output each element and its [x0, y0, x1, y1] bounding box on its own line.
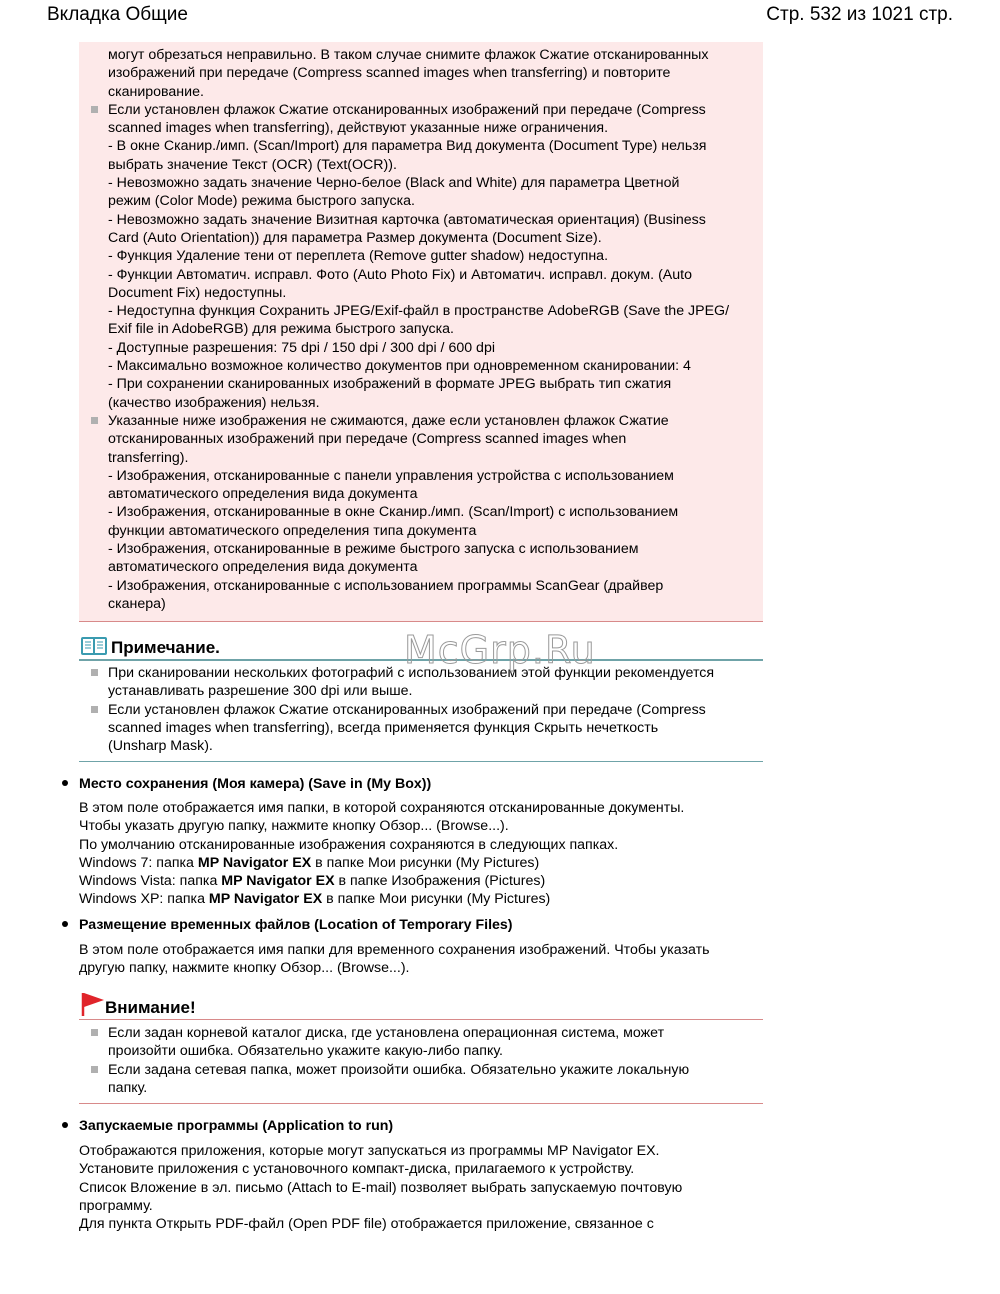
- square-bullet-icon: [91, 1066, 98, 1073]
- warning-divider: [79, 1103, 763, 1104]
- save-in-heading: Место сохранения (Моя камера) (Save in (My Box)): [62, 776, 431, 792]
- open-book-icon: [80, 635, 108, 657]
- list-item: Указанные ниже изображения не сжимаются, даже если установлен флажок Сжатие отсканированных изображений при передаче (Compress scanned images when transferring). - Изображения, отсканированные с панели управления устройства с использованием автоматического определения вида документа - Изображения, отсканированные в окне Сканир./имп. (Scan/Import) с использованием функции автоматического определения типа документа - Изображения, отсканированные в режиме быстрого запуска с использованием автоматического определения вида документа - Изображения, отсканированные с использованием программы ScanGear (драйвер сканера): [87, 412, 755, 613]
- list-item: Если установлен флажок Сжатие отсканированных изображений при передаче (Compress scanned images when transferring), всегда применяется функция Скрыть нечеткость (Unsharp Mask).: [87, 701, 763, 756]
- os-line: Windows Vista: папка MP Navigator EX в папке Изображения (Pictures): [79, 873, 546, 890]
- warning-header: [79, 991, 763, 1020]
- restrictions-box: [79, 42, 763, 622]
- app-to-run-description: Отображаются приложения, которые могут запускаться из программы MP Navigator EX. Установите приложения с установочного компакт-диска, прилагаемого к устройству. Список Вложение в эл. письмо (Attach to E-mail) позволяет выбрать запускаемую почтовую программу. Для пункта Открыть PDF-файл (Open PDF file) отображается приложение, связанное с: [79, 1143, 683, 1233]
- square-bullet-icon: [91, 1029, 98, 1036]
- list-item: Если установлен флажок Сжатие отсканированных изображений при передаче (Compress scanned images when transferring), действуют указанные ниже ограничения. - В окне Сканир./имп. (Scan/Import) для параметра Вид документа (Document Type) нельзя выбрать значение Текст (OCR) (Text(OCR)). - Невозможно задать значение Черно-белое (Black and White) для параметра Цветной режим (Color Mode) режима быстрого запуска. - Невозможно задать значение Визитная карточка (автоматическая ориентация) (Business Card (Auto Orientation)) для параметра Размер документа (Document Size). - Функция Удаление тени от переплета (Remove gutter shadow) недоступна. - Функции Автоматич. исправл. Фото (Auto Photo Fix) и Автоматич. исправл. докум. (Auto Document Fix) недоступны. - Недоступна функция Сохранить JPEG/Exif-файл в пространстве AdobeRGB (Save the JPEG/ Exif file in AdobeRGB) для режима быстрого запуска. - Доступные разрешения: 75 dpi / 150 dpi / 300 dpi / 600 dpi - Максимально возможное количество документов при одновременном сканировании: 4 - При сохранении сканированных изображений в формате JPEG выбрать тип сжатия (качество изображения) нельзя.: [87, 101, 755, 412]
- temp-files-description: В этом поле отображается имя папки для временного сохранения изображений. Чтобы указать другую папку, нажмите кнопку Обзор... (Browse...).: [79, 942, 710, 977]
- app-to-run-heading: Запускаемые программы (Application to run): [62, 1118, 393, 1134]
- note-divider: [79, 761, 763, 762]
- warning-body: [87, 1024, 763, 1097]
- list-item: Если задан корневой каталог диска, где установлена операционная система, может произойти ошибка. Обязательно укажите какую-либо папку.: [87, 1024, 763, 1061]
- save-in-description: В этом поле отображается имя папки, в которой сохраняются отсканированные документы. Чтобы указать другую папку, нажмите кнопку Обзор... (Browse...). По умолчанию отсканированные изображения сохраняются в следующих папках. Windows 7: папка MP Navigator EX в папке Мои рисунки (My Pictures) Windows Vista: папка MP Navigator EX в папке Изображения (Pictures) Windows XP: папка MP Navigator EX в папке Мои рисунки (My Pictures): [79, 799, 763, 909]
- note-title: Примечание.: [111, 638, 220, 657]
- warning-title: Внимание!: [105, 998, 196, 1017]
- square-bullet-icon: [91, 417, 98, 424]
- square-bullet-icon: [91, 669, 98, 676]
- temp-files-heading: Размещение временных файлов (Location of Temporary Files): [62, 917, 513, 933]
- watermark: McGrp.Ru: [404, 628, 596, 672]
- square-bullet-icon: [91, 706, 98, 713]
- list-item: При сканировании нескольких фотографий с использованием этой функции рекомендуется устанавливать разрешение 300 dpi или выше.: [87, 664, 763, 701]
- page-info: Стр. 532 из 1021 стр.: [766, 4, 953, 25]
- square-bullet-icon: [91, 106, 98, 113]
- list-item: Если задана сетевая папка, может произойти ошибка. Обязательно укажите локальную папку.: [87, 1061, 763, 1098]
- os-line: Windows XP: папка MP Navigator EX в папке Мои рисунки (My Pictures): [79, 891, 551, 908]
- bullet-dot-icon: [62, 780, 68, 786]
- note-body: [87, 664, 763, 755]
- header-title: Вкладка Общие: [47, 4, 188, 25]
- bullet-dot-icon: [62, 1122, 68, 1128]
- continued-text: могут обрезаться неправильно. В таком случае снимите флажок Сжатие отсканированных изображений при передаче (Compress scanned images when transferring) и повторите сканирование.: [108, 47, 709, 100]
- os-line: Windows 7: папка MP Navigator EX в папке Мои рисунки (My Pictures): [79, 854, 540, 871]
- red-flag-icon: [80, 991, 106, 1017]
- bullet-dot-icon: [62, 921, 68, 927]
